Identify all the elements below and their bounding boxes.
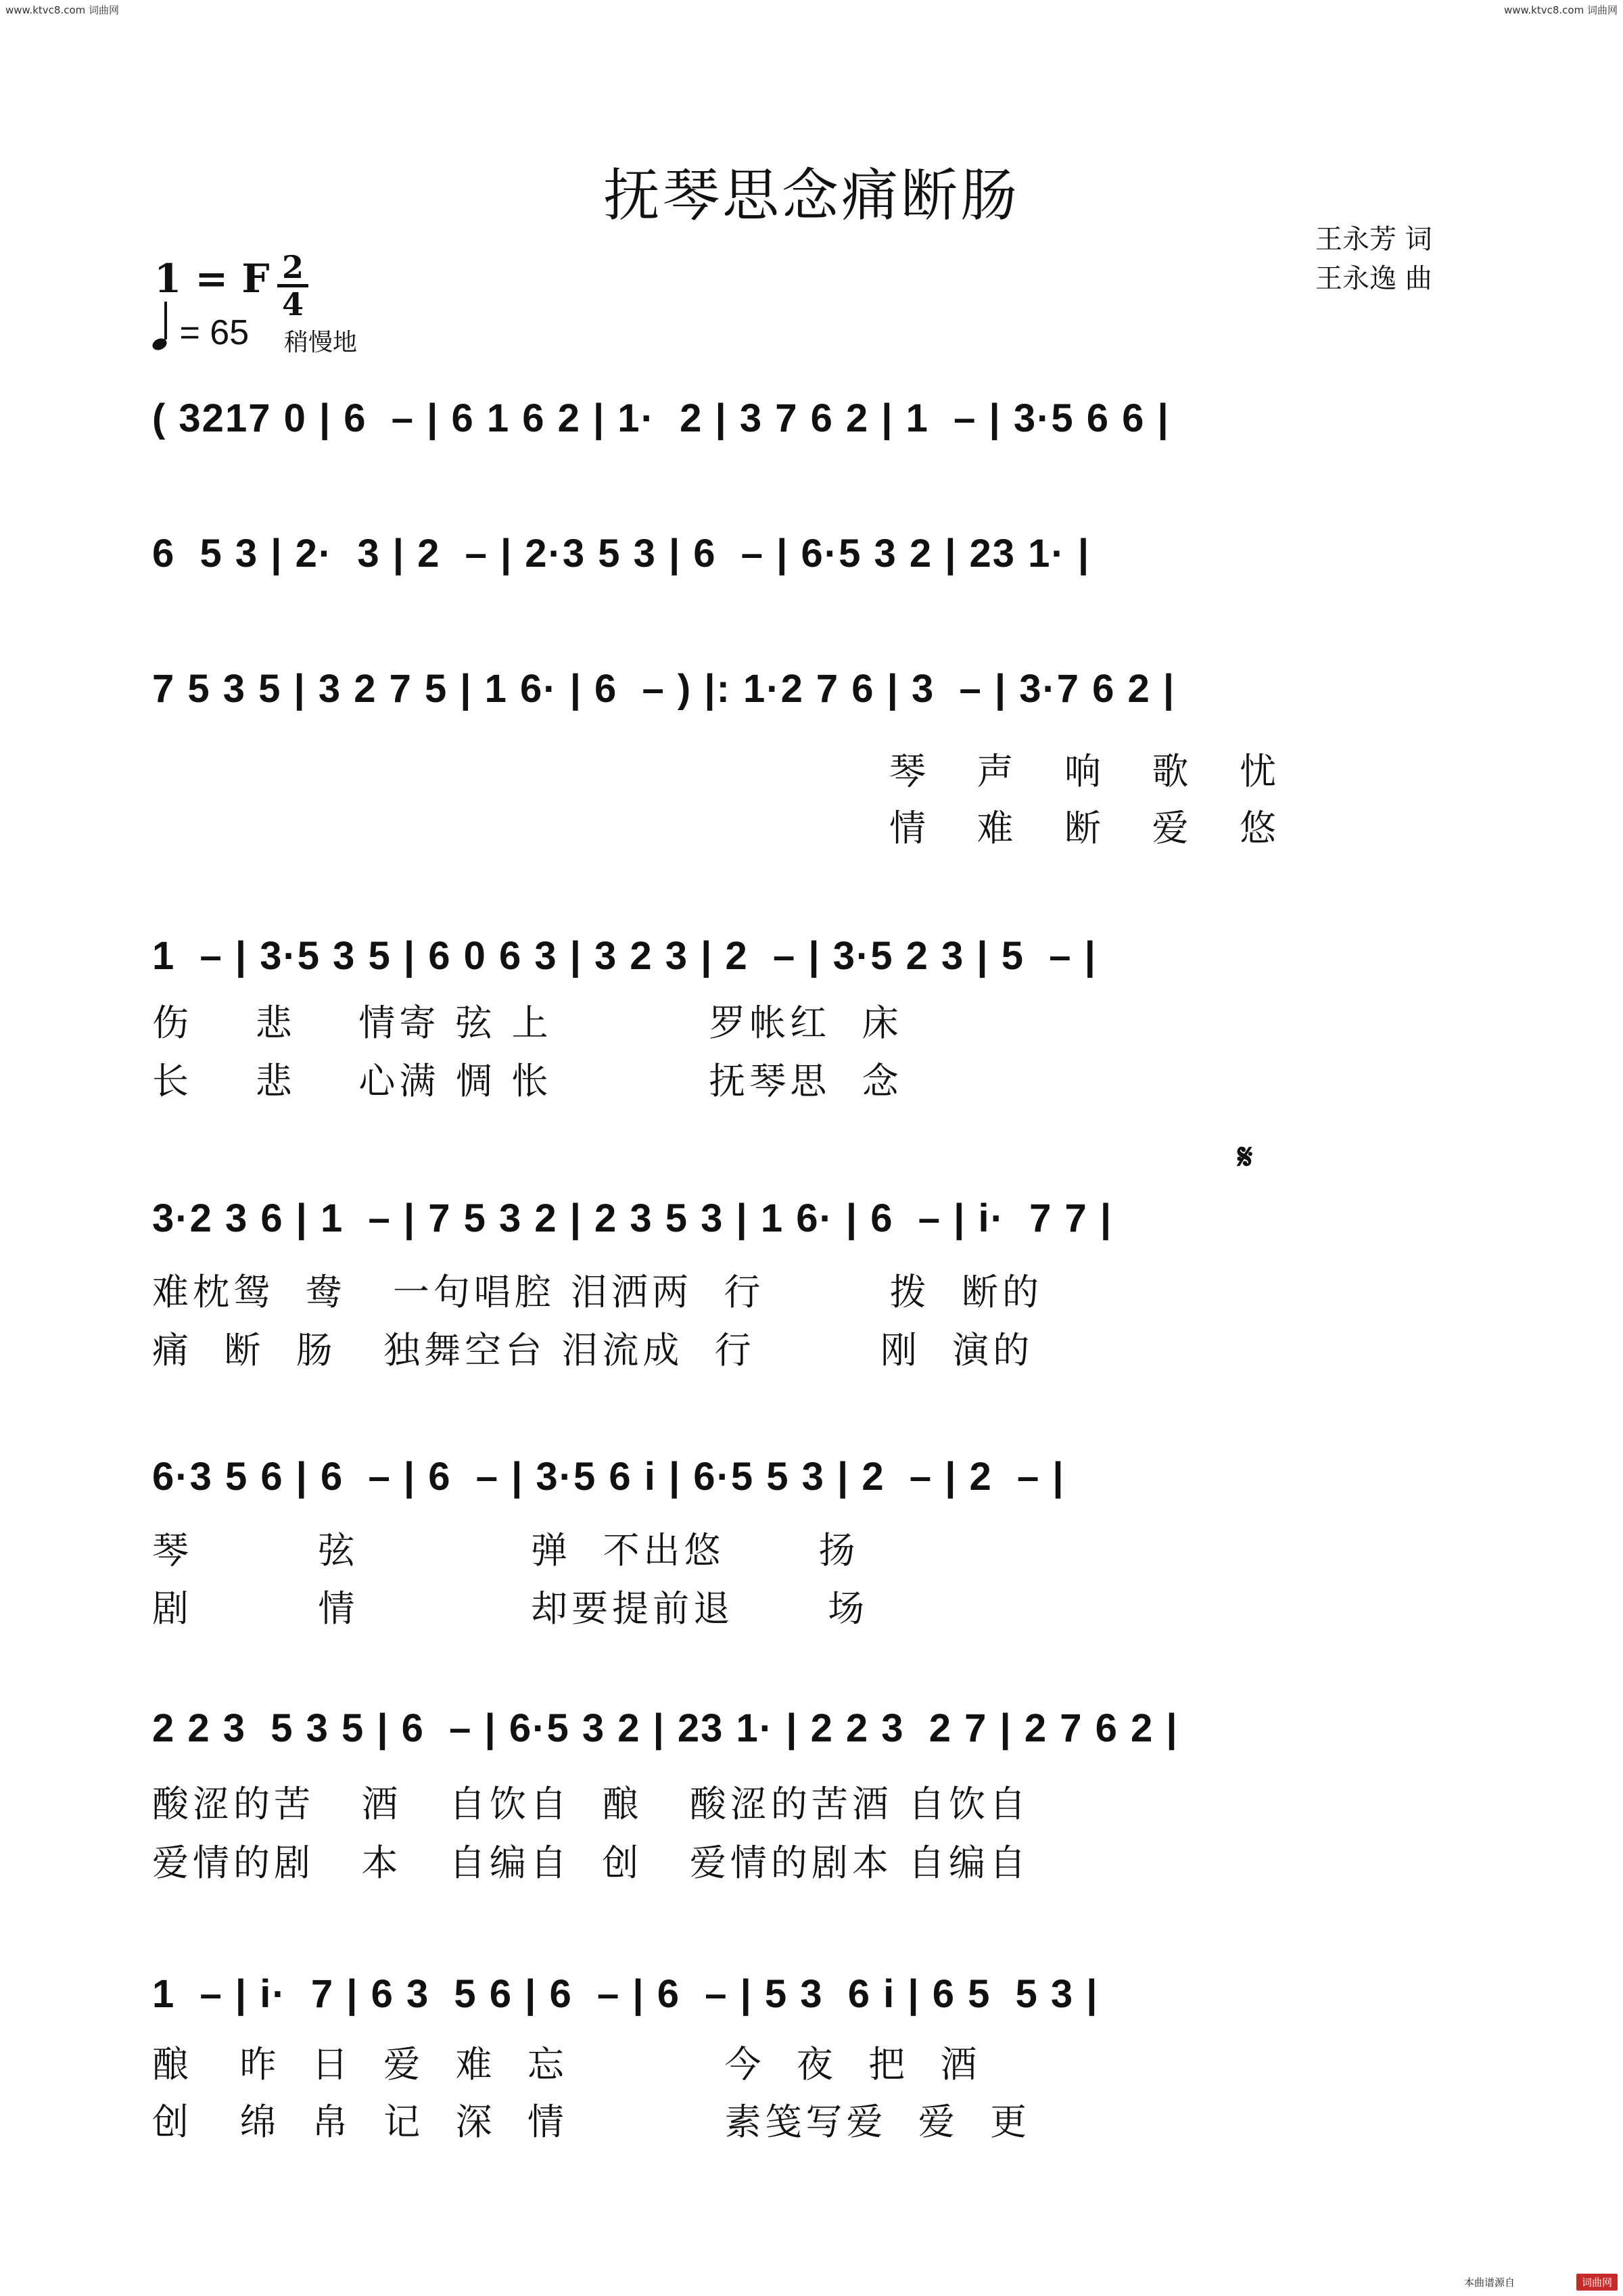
quarter-note-stem	[164, 302, 167, 339]
system-7-notes: 2 2 3 5 3 5 | 6 – | 6·5 3 2 | 23 1· | 2 2 3 2 7 | 2 7 6 2 |	[152, 1706, 1179, 1750]
time-signature	[277, 249, 308, 323]
tempo-marking: 稍慢地	[284, 329, 358, 356]
composer-credit: 王永逸 曲	[1315, 263, 1432, 294]
system-6-lyrics-verse1: 琴 弦 弹 不出悠 扬	[152, 1529, 860, 1572]
system-3-lyrics-verse1: 琴 声 响 歌 忧	[889, 750, 1280, 793]
system-8-lyrics-verse2: 创 绵 帛 记 深 情 素笺写爱 爱 更	[152, 2101, 1031, 2143]
song-title: 抚琴思念痛断肠	[603, 162, 1020, 229]
system-1-notes: ( 3217 0 | 6 – | 6 1 6 2 | 1· 2 | 3 7 6 2 | 1 – | 3·5 6 6 |	[152, 396, 1170, 440]
key-signature: 1 = F	[154, 256, 270, 302]
tempo-value: = 65	[179, 313, 250, 352]
time-signature-top: 2	[281, 249, 304, 285]
time-signature-bottom: 4	[281, 286, 304, 323]
system-6-notes: 6·3 5 6 | 6 – | 6 – | 3·5 6 i | 6·5 5 3 | 2 – | 2 – |	[152, 1455, 1065, 1499]
system-3-lyrics-verse2: 情 难 断 爱 悠	[889, 807, 1280, 849]
system-4-lyrics-verse2: 长 悲 心满 惆 怅 抚琴思 念	[152, 1060, 903, 1102]
system-4-lyrics-verse1: 伤 悲 情寄 弦 上 罗帐红 床	[152, 1002, 903, 1044]
header-site-left[interactable]: www.ktvc8.com 词曲网	[5, 4, 120, 16]
system-7-lyrics-verse2: 爱情的剧 本 自编自 创 爱情的剧本 自编自	[152, 1842, 1030, 1884]
system-6-lyrics-verse2: 剧 情 却要提前退 场	[152, 1587, 869, 1630]
system-4-notes: 1 – | 3·5 3 5 | 6 0 6 3 | 3 2 3 | 2 – | 3·5 2 3 | 5 – |	[152, 934, 1097, 978]
tempo	[152, 312, 249, 353]
footer-site-badge[interactable]: 词曲网	[1576, 2274, 1618, 2291]
footer-source-text: 本曲谱源自	[1463, 2276, 1515, 2289]
system-2-notes: 6 5 3 | 2· 3 | 2 – | 2·3 5 3 | 6 – | 6·5 3 2 | 23 1· |	[152, 532, 1091, 576]
system-7-lyrics-verse1: 酸涩的苦 酒 自饮自 酿 酸涩的苦酒 自饮自	[152, 1783, 1030, 1825]
system-8-notes: 1 – | i· 7 | 6 3 5 6 | 6 – | 6 – | 5 3 6 i | 6 5 5 3 |	[152, 1972, 1099, 2016]
system-3-notes: 7 5 3 5 | 3 2 7 5 | 1 6· | 6 – ) |: 1·2 7 6 | 3 – | 3·7 6 2 |	[152, 667, 1176, 711]
system-5-lyrics-verse2: 痛 断 肠 独舞空台 泪流成 行 刚 演的	[152, 1329, 1034, 1372]
segno-icon: 𝄋	[1238, 1136, 1253, 1177]
system-5-notes: 3·2 3 6 | 1 – | 7 5 3 2 | 2 3 5 3 | 1 6· | 6 – | i· 7 7 |	[152, 1196, 1113, 1240]
header-site-right[interactable]: www.ktvc8.com 词曲网	[1503, 4, 1618, 16]
system-8-lyrics-verse1: 酿 昨 日 爱 难 忘 今 夜 把 酒	[152, 2043, 981, 2086]
system-5-lyrics-verse1: 难枕鸳 鸯 一句唱腔 泪洒两 行 拨 断的	[152, 1271, 1043, 1313]
credits	[1315, 220, 1432, 298]
lyricist-credit: 王永芳 词	[1315, 224, 1432, 255]
